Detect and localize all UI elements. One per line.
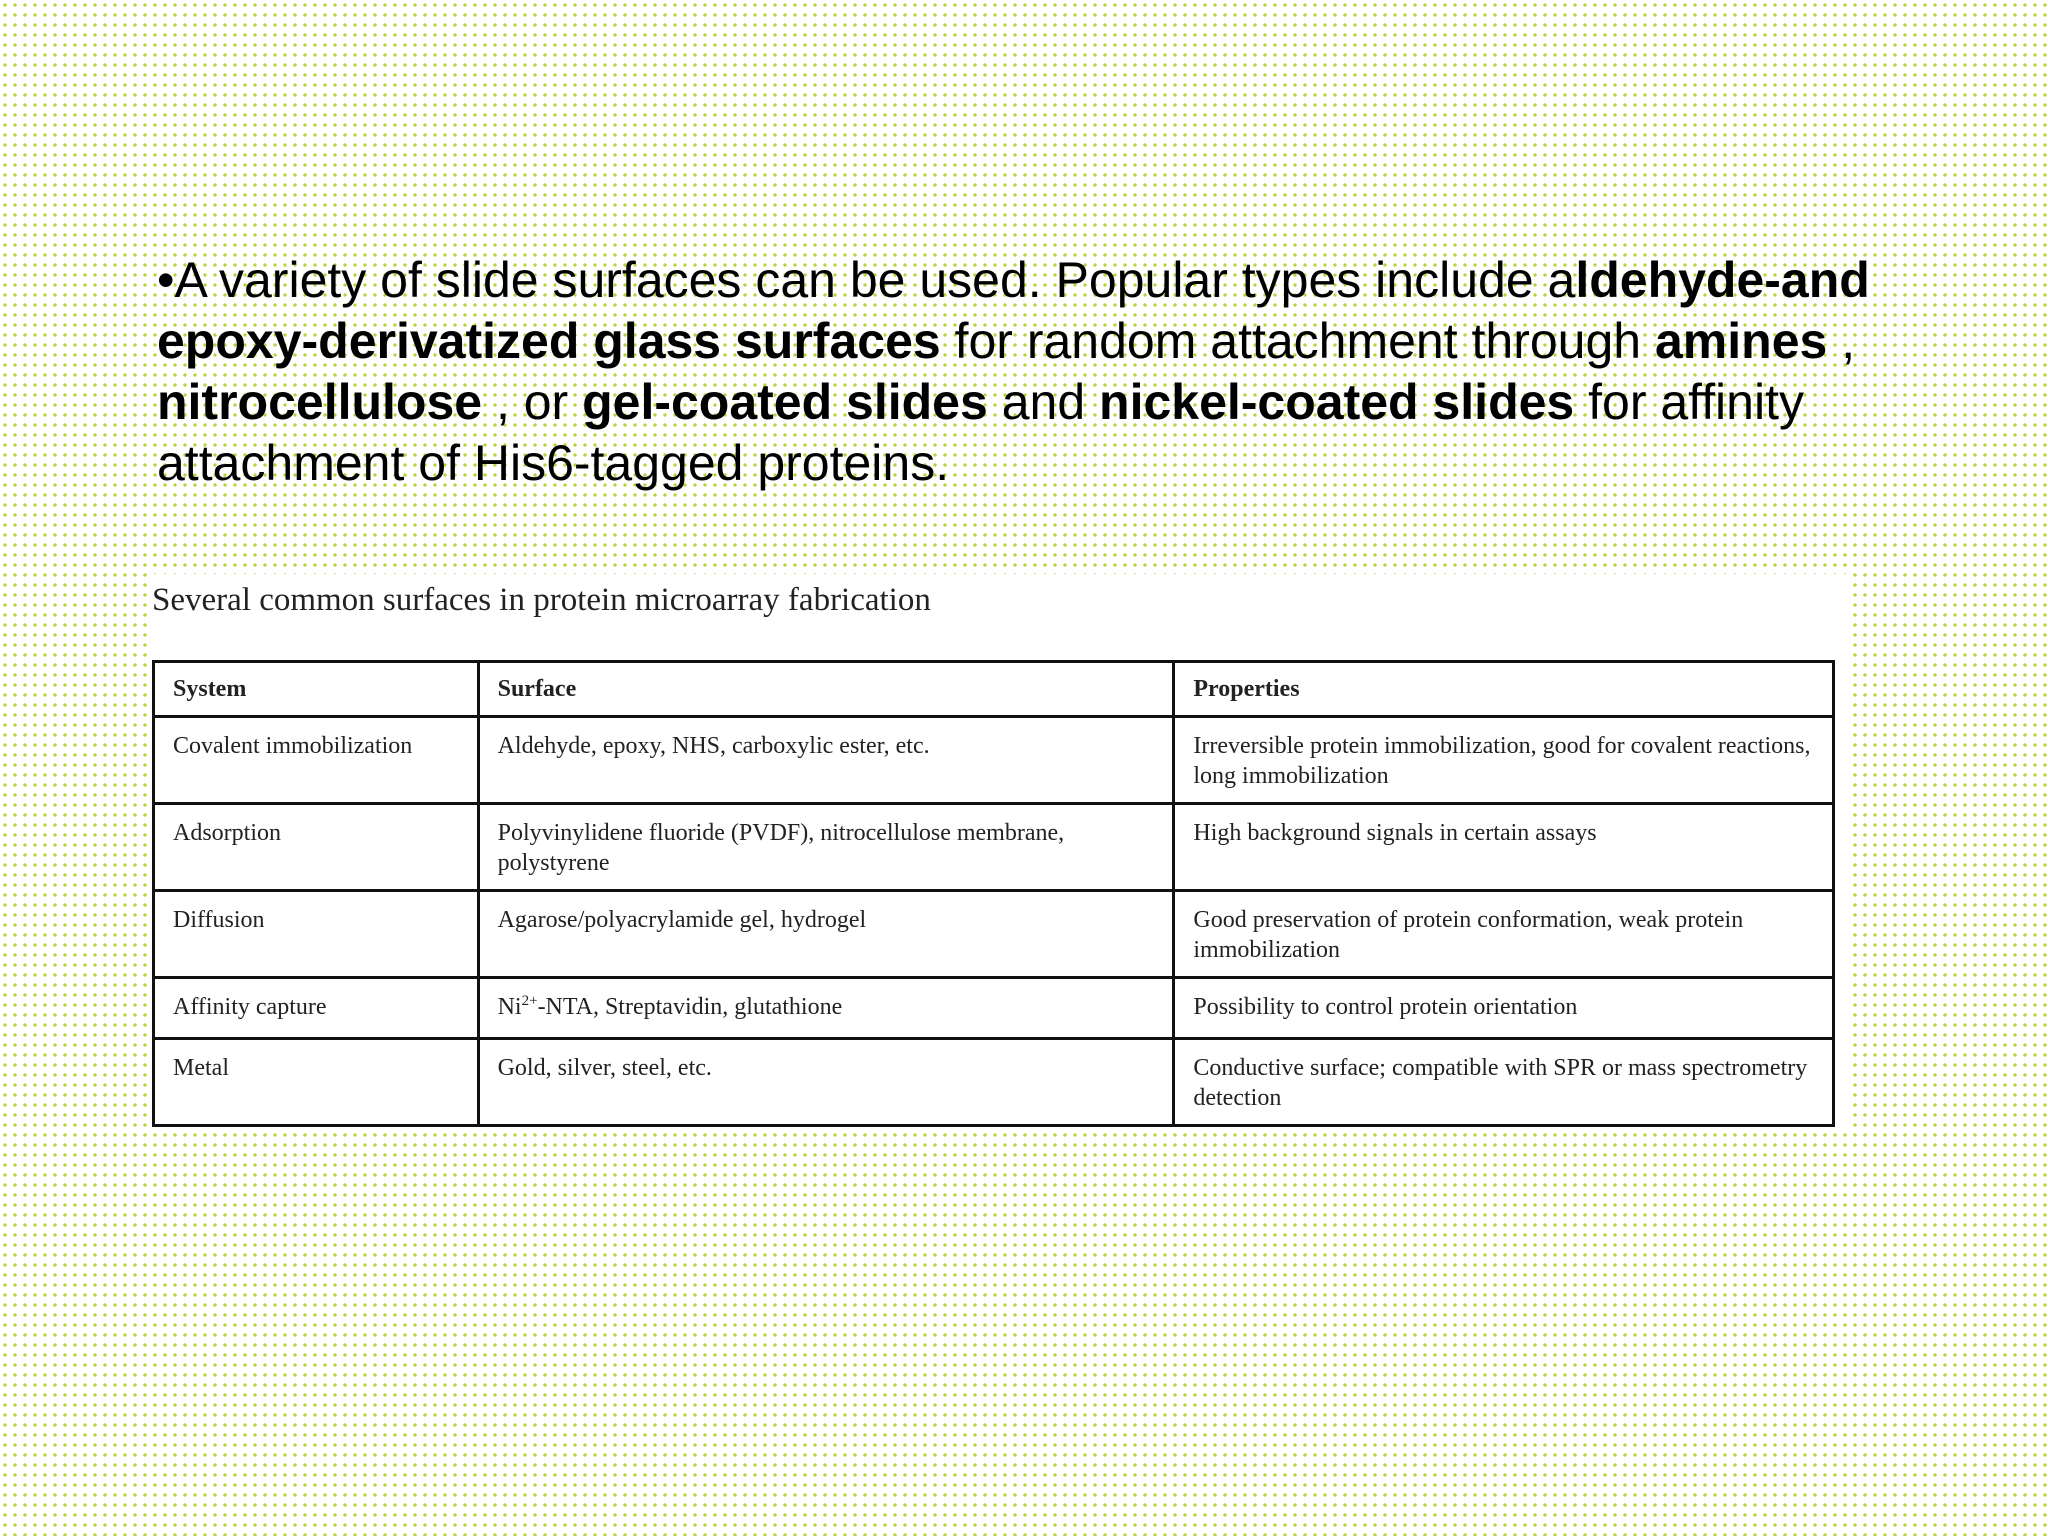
table-row <box>154 891 1834 978</box>
bold-term-nickel-coated: nickel-coated slides <box>1099 374 1575 430</box>
cell-system: Adsorption <box>154 804 479 891</box>
cell-properties: Irreversible protein immobilization, good for covalent reactions, long immobilization <box>1174 717 1834 804</box>
bullet-text-segment: , <box>1827 313 1856 369</box>
cell-system: Covalent immobilization <box>154 717 479 804</box>
cell-surface-superscript: 2+ <box>521 993 538 1009</box>
table-image-panel <box>148 574 1848 1132</box>
table-caption: Several common surfaces in protein microarray fabrication <box>152 582 931 618</box>
bold-term-nitrocellulose: nitrocellulose <box>157 374 483 430</box>
table-row <box>154 717 1834 804</box>
cell-surface-rest: -NTA, Streptavidin, glutathione <box>537 994 843 1020</box>
header-surface: Surface <box>478 662 1174 717</box>
table-row <box>154 978 1834 1039</box>
cell-surface: Aldehyde, epoxy, NHS, carboxylic ester, etc. <box>478 717 1174 804</box>
cell-surface: Agarose/polyacrylamide gel, hydrogel <box>478 891 1174 978</box>
bullet-paragraph <box>157 250 1877 494</box>
table-row <box>154 1039 1834 1126</box>
cell-properties: Good preservation of protein conformation, weak protein immobilization <box>1174 891 1834 978</box>
bullet-text-segment: for random attachment through <box>940 313 1655 369</box>
cell-surface: Polyvinylidene fluoride (PVDF), nitrocellulose membrane, polystyrene <box>478 804 1174 891</box>
cell-surface: Gold, silver, steel, etc. <box>478 1039 1174 1126</box>
bold-term-amines: amines <box>1655 313 1828 369</box>
table-header-row <box>154 662 1834 717</box>
header-system: System <box>154 662 479 717</box>
bullet-text-segment: , or <box>482 374 583 430</box>
cell-properties: Possibility to control protein orientation <box>1174 978 1834 1039</box>
header-properties: Properties <box>1174 662 1834 717</box>
bold-term-aldehyde-epoxy: ldehyde-and epoxy-derivatized glass surfaces <box>157 252 1870 369</box>
bold-term-gel-coated: gel-coated slides <box>582 374 988 430</box>
bullet-marker: • <box>157 252 175 308</box>
cell-surface <box>478 978 1174 1039</box>
cell-surface-prefix: Ni <box>497 994 522 1020</box>
surfaces-table <box>152 660 1835 1127</box>
bullet-text-segment: A variety of slide surfaces can be used. Popular types include a <box>174 252 1576 308</box>
bullet-text-segment: and <box>987 374 1100 430</box>
cell-system: Metal <box>154 1039 479 1126</box>
bullet-text-segment: for affinity attachment of His6-tagged proteins. <box>157 374 1804 491</box>
cell-system: Affinity capture <box>154 978 479 1039</box>
cell-properties: High background signals in certain assays <box>1174 804 1834 891</box>
table-row <box>154 804 1834 891</box>
cell-system: Diffusion <box>154 891 479 978</box>
cell-properties: Conductive surface; compatible with SPR or mass spectrometry detection <box>1174 1039 1834 1126</box>
